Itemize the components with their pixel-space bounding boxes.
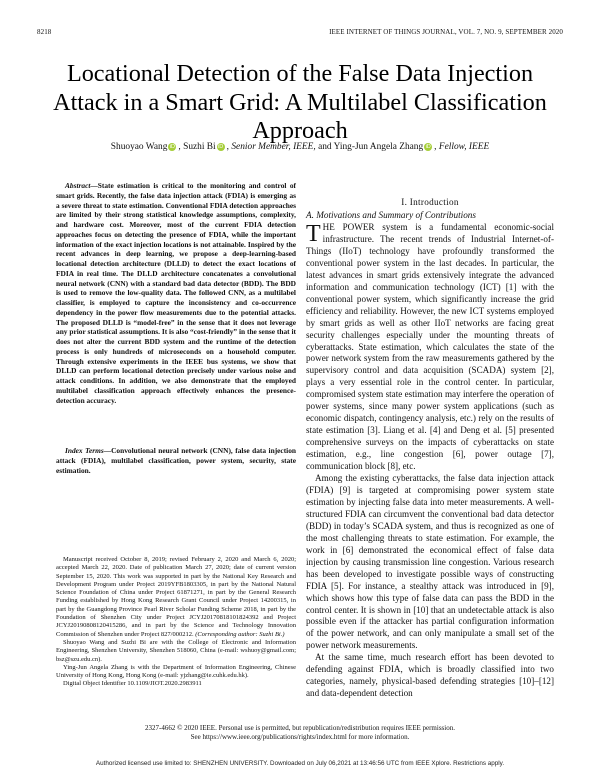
orcid-icon[interactable]: iD — [169, 144, 176, 150]
footnote-paragraph: Ying-Jun Angela Zhang is with the Department of Information Engineering, Chinese University of Hong Kong, Hong Kong (e-mail: yjzhang@ie.cuhk.edu.hk). — [56, 663, 296, 680]
first-page-footnote — [56, 556, 296, 689]
footnote-paragraph: Shuoyao Wang and Suzhi Bi are with the College of Electronic and Information Engineering, Shenzhen University, Shenzhen 518060, China (e-mail: wshuoy@gmail.com; bsz@szu.edu.cn). — [56, 638, 296, 663]
author-role: Senior Member, IEEE, — [231, 142, 316, 152]
author-role: Fellow, IEEE — [438, 142, 490, 152]
paper-title: Locational Detection of the False Data Injection Attack in a Smart Grid: A Multilabel Classification Approach — [53, 60, 547, 144]
drop-cap: T — [306, 221, 321, 247]
index-terms-label: Index Terms — [65, 446, 104, 455]
copyright-line: 2327-4662 © 2020 IEEE. Personal use is permitted, but republication/redistribution requires IEEE permission. — [145, 724, 455, 732]
index-terms — [56, 446, 296, 475]
body-paragraph: Among the existing cyberattacks, the false data injection attack (FDIA) [9] is targeted at compromising power system state estimation by injecting false data into meter measurements. A well-structured FDIA can circumvent the conventional bad data detector (BDD) in today’s SCADA system, and thus is recognized as one of the most challenging threats to state estimation. For example, the work in [6] demonstrated the economical effect of false data injection by causing transmission line congestion. Various research has been developed to investigate possible ways of constructing FDIA [5]. For instance, a stealthy attack was introduced in [9], which shows how this type of false data can pass the BDD in the control center. It is shown in [10] that an undetectable attack is also possible even if the attacker has partial configuration information of the power network, and can only manipulate a small set of the power network measurements. — [306, 473, 554, 651]
body-text — [306, 222, 554, 700]
page-number: 8218 — [37, 28, 52, 36]
author-name: and Ying-Jun Angela Zhang — [318, 142, 424, 152]
abstract-text: —State estimation is critical to the monitoring and control of smart grids. Recently, the false data injection attack (FDIA) is emerging as a severe threat to state estimation. Conventional FDIA detection approaches are limited by their strong statistical knowledge assumptions, complexity, and hardware cost. Moreover, most of the current FDIA detection approaches focus on detecting the presence of FDIA, while the important information of the exact injection locations is not attainable. Inspired by the recent advances in deep learning, we propose a deep-learning-based locational detection architecture (DLLD) to detect the exact locations of FDIA in real time. The DLLD architecture concatenates a convolutional neural network (CNN) with a standard bad data detector (BDD). The BDD is used to remove the low-quality data. The followed CNN, as a multilabel classifier, is employed to capture the inconsistency and co-occurrence dependency in the power flow measurements due to the potential attacks. The proposed DLLD is “model-free” in the sense that it does not leverage any prior statistical assumptions. It is also “cost-friendly” in the sense that it does not alter the current BDD system and the runtime of the detection process is only hundreds of microseconds on a household computer. Through extensive experiments in the IEEE bus systems, we show that DLLD can perform locational detection precisely under various noise and attack conditions. In addition, we also demonstrate that the employed multilabel classification approach effectively enhances the presence-detection accuracy. — [56, 181, 296, 405]
journal-header: IEEE INTERNET OF THINGS JOURNAL, VOL. 7, NO. 9, SEPTEMBER 2020 — [329, 28, 563, 36]
rights-link[interactable]: See https://www.ieee.org/publications/rights/index.html for more information. — [190, 733, 410, 742]
author-list: Shuoyao Wang iD , Suzhi Bi iD , Senior Member, IEEE, and Ying-Jun Angela Zhang iD , Fellow, IEEE — [110, 142, 490, 152]
copyright-notice — [40, 724, 560, 742]
author-name: Suzhi Bi — [183, 142, 216, 152]
funding-note: Manuscript received October 8, 2019; revised February 2, 2020 and March 6, 2020; accepted March 22, 2020. Date of publication March 27, 2020; date of current version September 15, 2020. This work was supported in part by the National Key Research and Development Program under Project 2019YFB1803305, in part by the National Natural Science Foundation of China under Project 61871271, in part by the General Research Funding established by Hong Kong Research Grant Council under Project 14200315, in part by the Guangdong Province Pearl River Scholar Funding Scheme 2018, in part by the Foundation of Shenzhen City under Project JCYJ20170818101824392 and Project JCYJ20190808120415286, and in part by the Science and Technology Innovation Commission of Shenzhen under Project 827/000212. — [56, 556, 296, 638]
orcid-icon[interactable]: iD — [425, 144, 431, 150]
orcid-icon[interactable]: iD — [218, 144, 224, 150]
corresponding-author-note: (Corresponding author: Suzhi Bi.) — [195, 630, 285, 638]
subsection-heading: A. Motivations and Summary of Contributions — [306, 210, 476, 220]
abstract — [56, 181, 296, 405]
footnote-paragraph — [56, 556, 296, 639]
abstract-label: Abstract — [65, 181, 91, 190]
body-paragraph: At the same time, much research effort has been devoted to defending against FDIA, which is broadly classified into two categories, namely, physical-based defending strategies [10]–[12] and data-dependent detection — [306, 652, 554, 699]
license-bar: Authorized licensed use limited to: SHENZHEN UNIVERSITY. Downloaded on July 06,2021 at 13:46:56 UTC from IEEE Xplore. Restrictions apply. — [95, 760, 505, 767]
body-paragraph: THE POWER system is a fundamental economic-social infrastructure. The recent trends of Industrial Internet-of-Things (IIoT) technology have profoundly transformed the conventional power system in the last decades. In particular, the latest advances in smart grids extensively integrate the advanced information and communication technology (ICT) [1] with the conventional power system, which significantly increase the grid efficiency and reliability. However, the new ICT systems employed by smart grids as well as other IIoT networks are facing great security challenges especially under the mounting threats of cyberattacks. State estimation, which calculates the state of the power network system from the raw measurements gathered by the supervisory control and data acquisition (SCADA) system [2], plays a very essential role in the control center. In particular, compromised system state estimation may interfere the operation of power systems, since many power system applications (such as economic dispatch, contingency analysis, etc.) rely on the results of state estimation [3]. Liang et al. [4] and Deng et al. [5] presented comprehensive surveys on the impacts of cyberattacks on state estimation, e.g., line congestion [6], power outage [7], communication block [8], etc. — [306, 221, 554, 472]
doi-line: Digital Object Identifier 10.1109/JIOT.2020.2983911 — [63, 680, 202, 688]
index-terms-text: —Convolutional neural network (CNN), false data injection attack (FDIA), multilabel classification, power system, security, state estimation. — [56, 446, 297, 475]
author-name: Shuoyao Wang — [110, 142, 168, 152]
section-heading: I. Introduction — [401, 197, 459, 207]
